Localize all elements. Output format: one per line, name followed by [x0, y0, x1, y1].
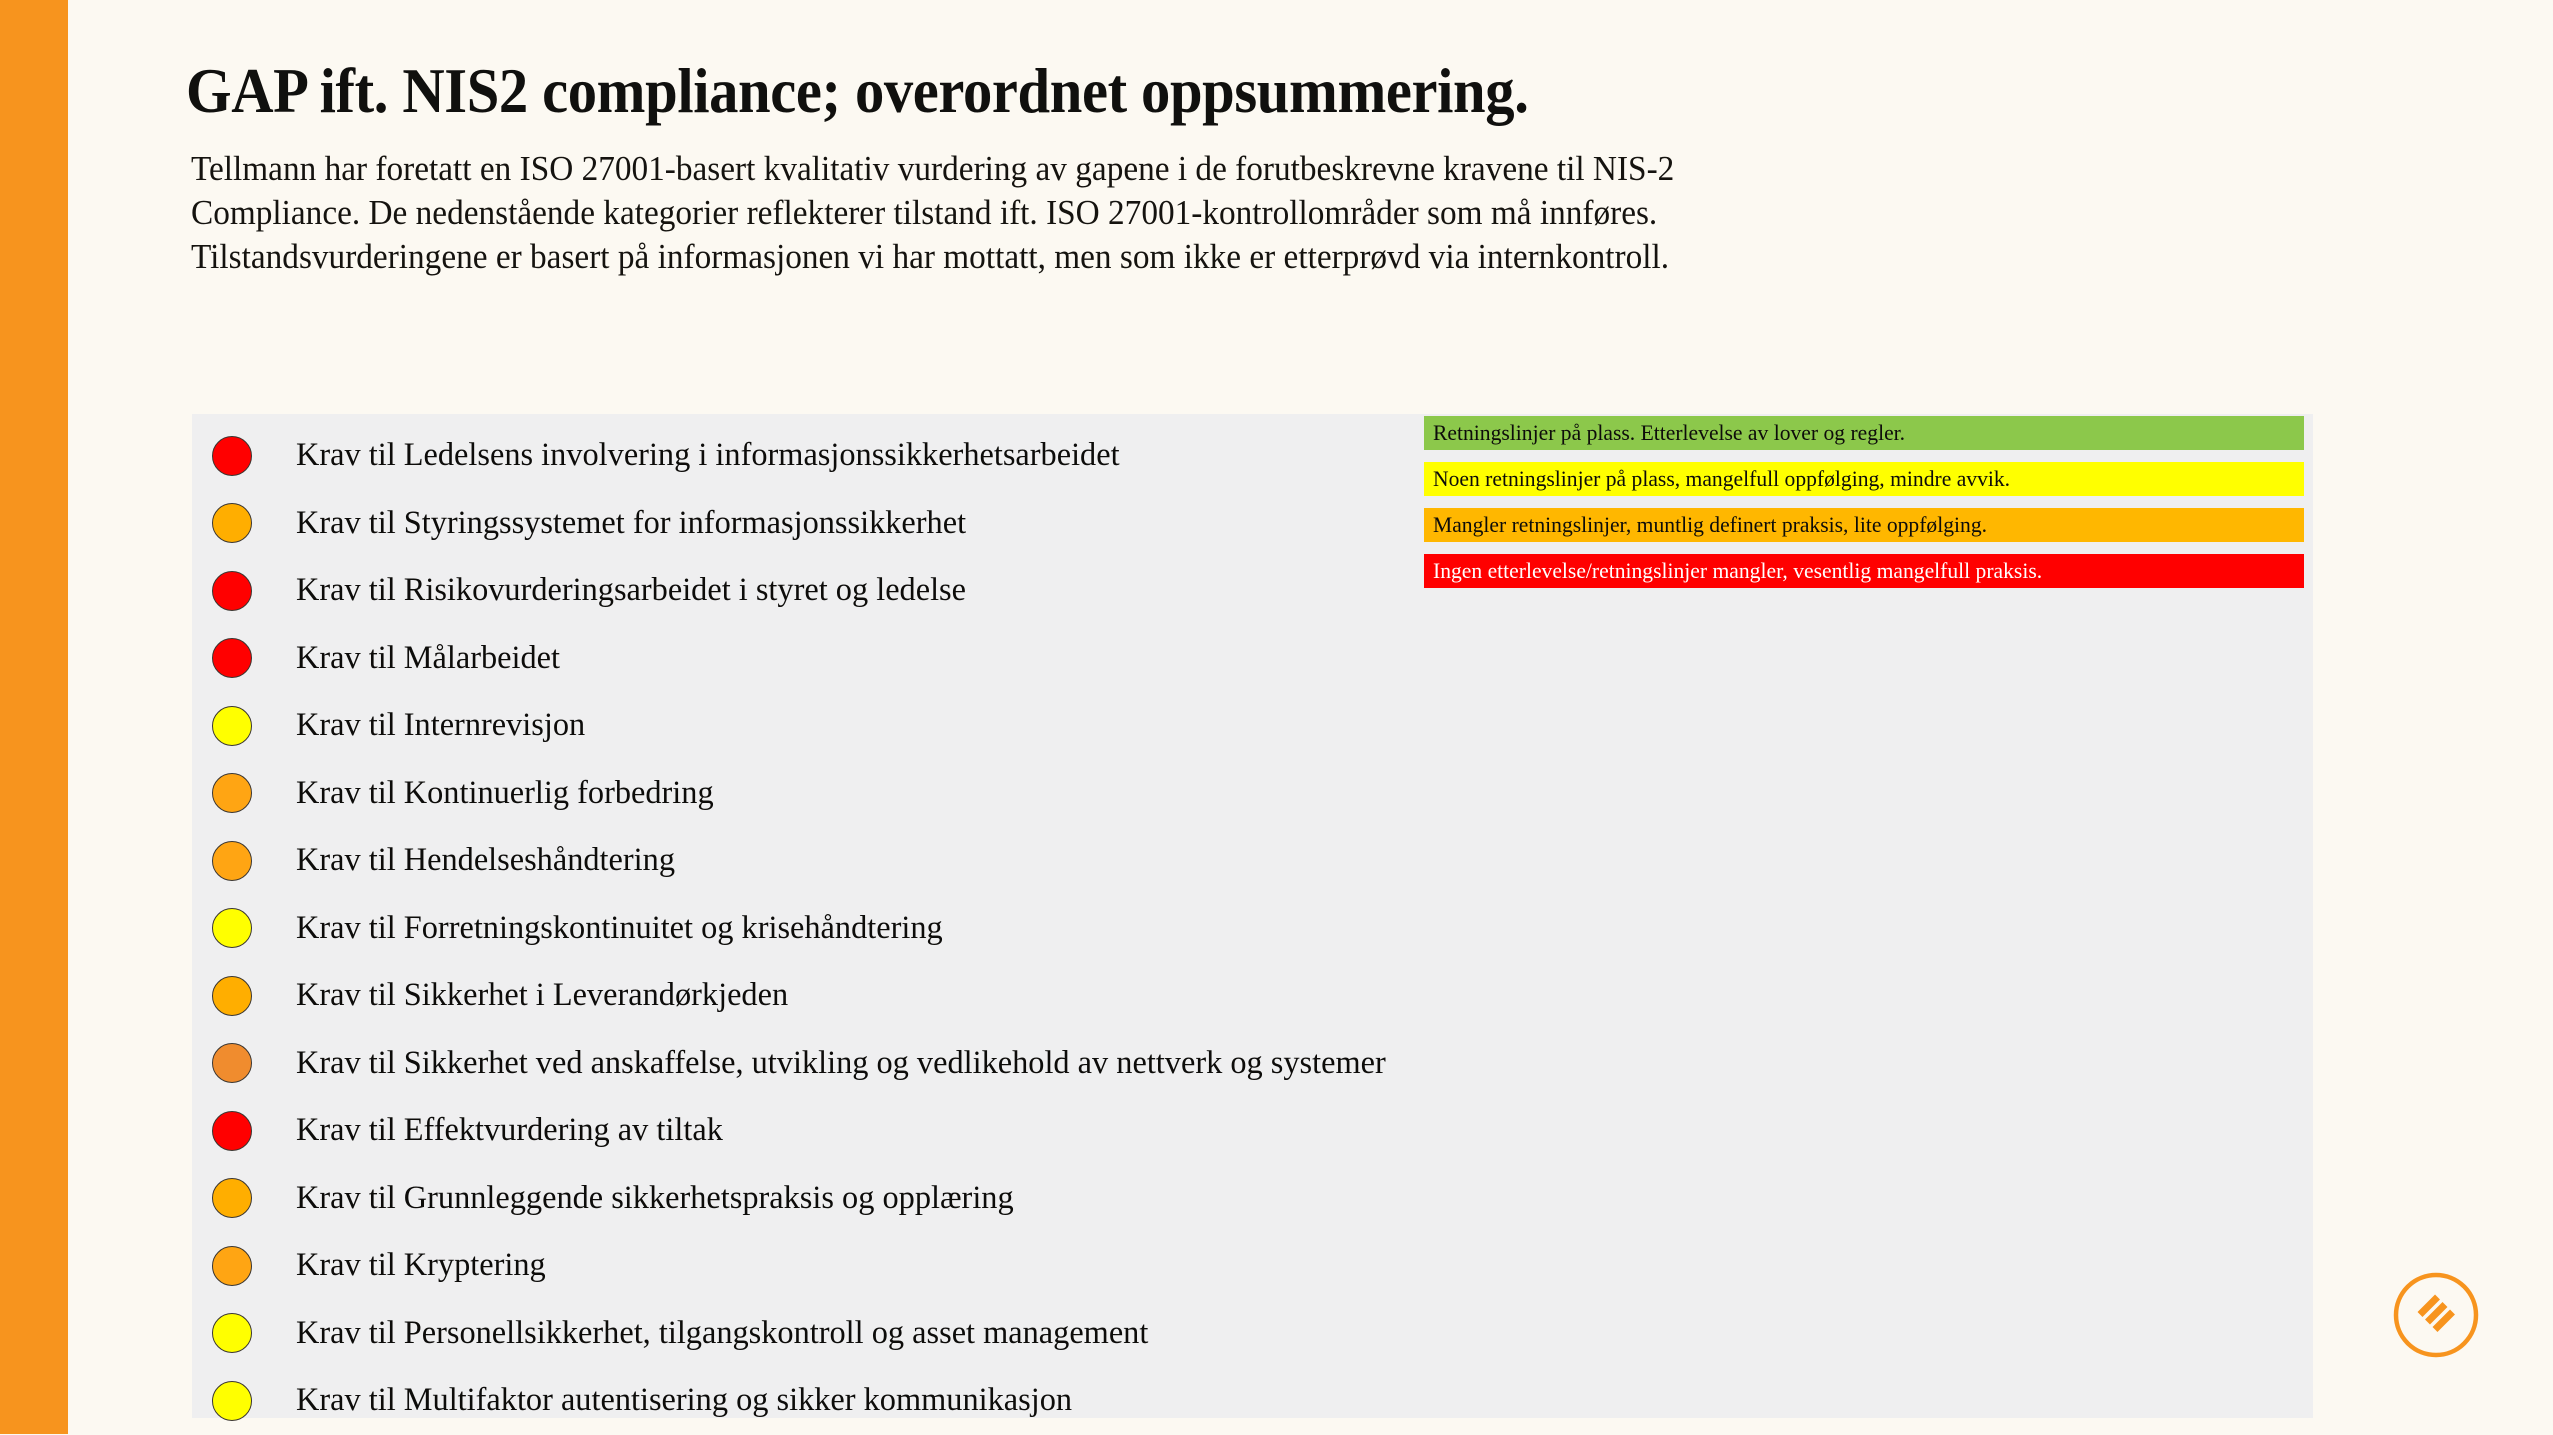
legend-row-label: Ingen etterlevelse/retningslinjer mangler, vesentlig mangelfull praksis. — [1433, 557, 2043, 583]
status-dot-yellow — [212, 706, 252, 746]
assessment-item — [204, 1300, 1654, 1368]
page-title: GAP ift. NIS2 compliance; overordnet oppsummering. — [186, 56, 1529, 126]
content-panel — [192, 414, 2313, 1418]
tellmann-circle-slashes-logo — [2389, 1268, 2483, 1362]
assessment-item-label: Krav til Effektvurdering av tiltak — [296, 1112, 723, 1149]
legend-row-label: Noen retningslinjer på plass, mangelfull oppfølging, mindre avvik. — [1433, 465, 2011, 491]
status-dot-red — [212, 638, 252, 678]
intro-line-2: Compliance. De nedenstående kategorier reflekterer tilstand ift. ISO 27001-kontrollområder som må innføres. — [191, 193, 1658, 232]
assessment-item — [204, 895, 1654, 963]
status-dot-orange — [212, 976, 252, 1016]
assessment-item-label: Krav til Målarbeidet — [296, 639, 561, 676]
assessment-item — [204, 1030, 1654, 1098]
assessment-item — [204, 827, 1654, 895]
assessment-item-label: Krav til Forretningskontinuitet og krisehåndtering — [296, 909, 943, 946]
assessment-item — [204, 1097, 1654, 1165]
assessment-item-label: Krav til Ledelsens involvering i informasjonssikkerhetsarbeidet — [296, 437, 1120, 474]
assessment-item — [204, 625, 1654, 693]
status-dot-yellow — [212, 1313, 252, 1353]
assessment-item-label: Krav til Risikovurderingsarbeidet i styret og ledelse — [296, 572, 966, 609]
assessment-item — [204, 760, 1654, 828]
status-dot-yellow — [212, 908, 252, 948]
assessment-item-label: Krav til Personellsikkerhet, tilgangskontroll og asset management — [296, 1314, 1149, 1351]
legend-row — [1424, 554, 2304, 588]
status-dot-red — [212, 436, 252, 476]
intro-line-1: Tellmann har foretatt en ISO 27001-basert kvalitativ vurdering av gapene i de forutbeskrevne kravene til NIS-2 — [191, 149, 1675, 188]
legend-row-label: Retningslinjer på plass. Etterlevelse av lover og regler. — [1433, 419, 1906, 445]
legend-row — [1424, 416, 2304, 450]
status-dot-yellow — [212, 1381, 252, 1421]
status-dot-orange — [212, 773, 252, 813]
intro-line-3: Tilstandsvurderingene er basert på informasjonen vi har mottatt, men som ikke er etterprøvd via internkontroll. — [191, 238, 1670, 277]
slide-header — [186, 58, 2386, 279]
status-dot-orange — [212, 1246, 252, 1286]
assessment-item-label: Krav til Hendelseshåndtering — [296, 842, 675, 879]
left-accent-bar — [0, 0, 68, 1434]
status-dot-red — [212, 571, 252, 611]
status-dot-orange — [212, 841, 252, 881]
assessment-item-label: Krav til Multifaktor autentisering og sikker kommunikasjon — [296, 1382, 1073, 1419]
intro-paragraph — [191, 147, 2309, 279]
assessment-item-label: Krav til Grunnleggende sikkerhetspraksis og opplæring — [296, 1179, 1014, 1216]
assessment-item — [204, 1232, 1654, 1300]
assessment-item — [204, 1367, 1654, 1435]
assessment-item-label: Krav til Internrevisjon — [296, 707, 586, 744]
assessment-item-label: Krav til Kryptering — [296, 1247, 546, 1284]
assessment-item-label: Krav til Kontinuerlig forbedring — [296, 774, 714, 811]
status-dot-dark-orange — [212, 1043, 252, 1083]
assessment-item — [204, 962, 1654, 1030]
assessment-item-label: Krav til Sikkerhet ved anskaffelse, utvikling og vedlikehold av nettverk og systemer — [296, 1044, 1386, 1081]
status-legend — [1424, 416, 2304, 588]
assessment-item — [204, 1165, 1654, 1233]
assessment-item-label: Krav til Styringssystemet for informasjonssikkerhet — [296, 504, 967, 541]
legend-row-label: Mangler retningslinjer, muntlig definert praksis, lite oppfølging. — [1433, 511, 1988, 537]
legend-row — [1424, 462, 2304, 496]
status-dot-orange — [212, 503, 252, 543]
assessment-item-label: Krav til Sikkerhet i Leverandørkjeden — [296, 977, 789, 1014]
assessment-item — [204, 692, 1654, 760]
status-dot-orange — [212, 1178, 252, 1218]
legend-row — [1424, 508, 2304, 542]
status-dot-red — [212, 1111, 252, 1151]
